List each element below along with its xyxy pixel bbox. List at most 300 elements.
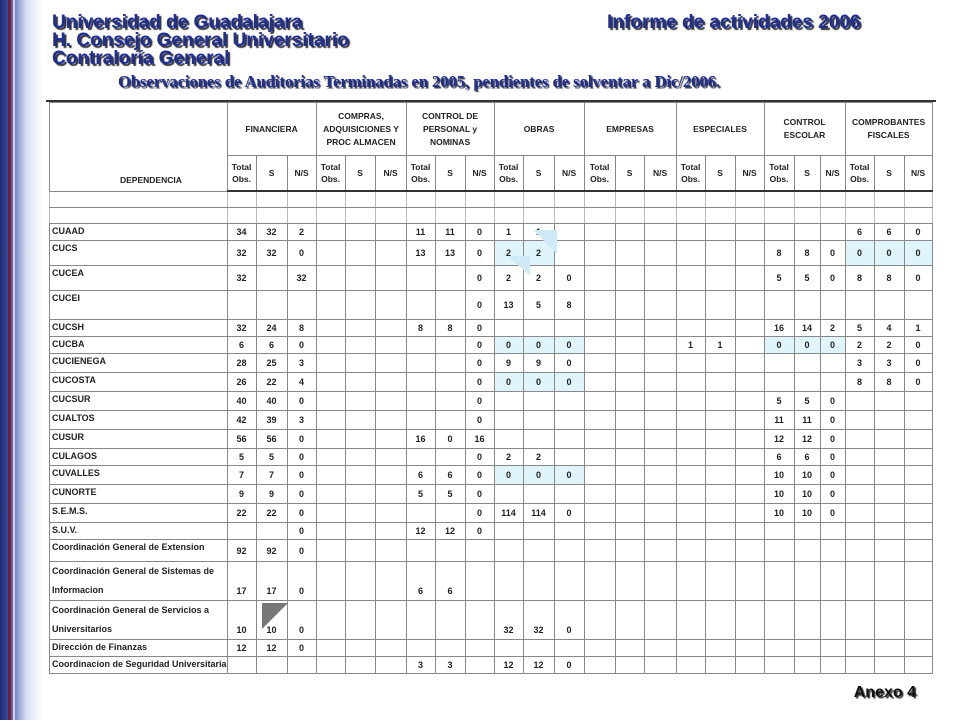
value-cell: [316, 354, 345, 373]
value-cell: [345, 485, 375, 504]
value-cell: [435, 540, 465, 562]
value-cell: [494, 540, 523, 562]
value-cell: [615, 466, 644, 485]
value-cell: [523, 523, 554, 540]
dependencia-cell: CUSUR: [50, 430, 228, 449]
value-cell: [316, 640, 345, 657]
value-cell: [904, 430, 932, 449]
table-row: [50, 266, 933, 291]
value-cell: [523, 430, 554, 449]
spacer-cell: [523, 208, 554, 224]
group-header: FINANCIERA: [227, 103, 316, 156]
spacer-cell: [705, 208, 735, 224]
value-cell: [316, 337, 345, 354]
value-cell: [584, 354, 615, 373]
value-cell: 9: [227, 485, 256, 504]
value-cell: [345, 523, 375, 540]
value-cell: [584, 449, 615, 466]
value-cell: [705, 291, 735, 320]
sub-header: S: [256, 156, 287, 192]
value-cell: 6: [845, 224, 874, 241]
value-cell: 32: [256, 224, 287, 241]
value-cell: [735, 224, 764, 241]
value-cell: [406, 504, 435, 523]
value-cell: 0: [287, 430, 316, 449]
spacer-cell: [845, 191, 874, 208]
value-cell: [316, 241, 345, 266]
university-name: Universidad de Guadalajara: [52, 12, 303, 33]
value-cell: 32: [523, 601, 554, 640]
spacer-cell: [794, 191, 820, 208]
value-cell: [584, 320, 615, 337]
dependencia-cell: CUCEI: [50, 291, 228, 320]
value-cell: [584, 466, 615, 485]
dependencia-cell: [50, 562, 228, 601]
value-cell: [375, 266, 406, 291]
value-cell: 5: [764, 266, 794, 291]
value-cell: [845, 640, 874, 657]
table-row: [50, 504, 933, 523]
value-cell: [904, 523, 932, 540]
value-cell: 28: [227, 354, 256, 373]
value-cell: 0: [465, 392, 494, 411]
page-subtitle: Observaciones de Auditorias Terminadas en 2005, pendientes de solventar a Dic/2006.: [118, 72, 720, 91]
value-cell: [676, 640, 705, 657]
dependencia-cell: Dirección de Finanzas: [50, 640, 228, 657]
spacer-cell: [764, 208, 794, 224]
value-cell: [375, 224, 406, 241]
value-cell: [316, 430, 345, 449]
value-cell: 5: [406, 485, 435, 504]
value-cell: [345, 657, 375, 674]
value-cell: [345, 266, 375, 291]
value-cell: 0: [465, 337, 494, 354]
value-cell: 10: [764, 504, 794, 523]
blue-corner-mark: [533, 230, 557, 254]
value-cell: 6: [406, 466, 435, 485]
value-cell: [874, 392, 904, 411]
value-cell: [676, 657, 705, 674]
value-cell: [494, 523, 523, 540]
value-cell: 11: [435, 224, 465, 241]
value-cell: [615, 540, 644, 562]
value-cell: [705, 430, 735, 449]
value-cell: [345, 449, 375, 466]
value-cell: [406, 640, 435, 657]
value-cell: 114: [494, 504, 523, 523]
value-cell: 1: [904, 320, 932, 337]
value-cell: 10: [256, 601, 287, 640]
dependencia-cell: CUCOSTA: [50, 373, 228, 392]
office-name: Contraloría General: [52, 48, 230, 69]
value-cell: [676, 562, 705, 601]
value-cell: 0: [764, 337, 794, 354]
value-cell: 40: [227, 392, 256, 411]
value-cell: [764, 523, 794, 540]
dependencia-cell: CUCBA: [50, 337, 228, 354]
value-cell: 0: [554, 266, 584, 291]
value-cell: 0: [554, 337, 584, 354]
spacer-cell: [523, 191, 554, 208]
value-cell: 12: [406, 523, 435, 540]
spacer-cell: [874, 208, 904, 224]
value-cell: 0: [465, 466, 494, 485]
value-cell: 12: [523, 657, 554, 674]
value-cell: [615, 411, 644, 430]
value-cell: [705, 373, 735, 392]
spacer-cell: [406, 191, 435, 208]
spacer-cell: [764, 191, 794, 208]
value-cell: 5: [227, 449, 256, 466]
spacer-cell: [345, 208, 375, 224]
spacer-cell: [820, 191, 845, 208]
value-cell: 6: [435, 466, 465, 485]
value-cell: [874, 485, 904, 504]
value-cell: [705, 392, 735, 411]
value-cell: [435, 411, 465, 430]
value-cell: [615, 224, 644, 241]
value-cell: [615, 485, 644, 504]
value-cell: [874, 291, 904, 320]
value-cell: [904, 640, 932, 657]
value-cell: [764, 562, 794, 601]
table-row: [50, 224, 933, 241]
value-cell: 0: [287, 392, 316, 411]
value-cell: 0: [287, 504, 316, 523]
value-cell: [554, 562, 584, 601]
value-cell: 5: [523, 291, 554, 320]
value-cell: [584, 392, 615, 411]
value-cell: [227, 523, 256, 540]
value-cell: 3: [287, 354, 316, 373]
table-row: [50, 411, 933, 430]
value-cell: [794, 523, 820, 540]
value-cell: [705, 540, 735, 562]
value-cell: [764, 373, 794, 392]
value-cell: 0: [554, 466, 584, 485]
value-cell: 0: [465, 266, 494, 291]
value-cell: [435, 392, 465, 411]
value-cell: 8: [794, 241, 820, 266]
value-cell: 0: [845, 241, 874, 266]
value-cell: [644, 337, 676, 354]
value-cell: [584, 562, 615, 601]
value-cell: [845, 392, 874, 411]
value-cell: 0: [820, 430, 845, 449]
value-cell: 0: [554, 373, 584, 392]
value-cell: [845, 449, 874, 466]
sub-header: Total Obs.: [584, 156, 615, 192]
value-cell: [904, 411, 932, 430]
value-cell: 0: [820, 392, 845, 411]
value-cell: [705, 354, 735, 373]
dependencia-cell: CUVALLES: [50, 466, 228, 485]
value-cell: [375, 354, 406, 373]
value-cell: [494, 430, 523, 449]
value-cell: [764, 354, 794, 373]
spacer-cell: [644, 191, 676, 208]
value-cell: [644, 540, 676, 562]
value-cell: 17: [256, 562, 287, 601]
value-cell: 17: [227, 562, 256, 601]
value-cell: 8: [874, 373, 904, 392]
value-cell: [435, 373, 465, 392]
value-cell: [435, 640, 465, 657]
dependencia-cell: S.E.M.S.: [50, 504, 228, 523]
sub-header: N/S: [554, 156, 584, 192]
spacer-cell: [735, 191, 764, 208]
value-cell: [644, 320, 676, 337]
value-cell: [794, 601, 820, 640]
value-cell: [845, 601, 874, 640]
value-cell: [375, 449, 406, 466]
value-cell: 12: [794, 430, 820, 449]
value-cell: [874, 504, 904, 523]
value-cell: 0: [820, 411, 845, 430]
value-cell: 32: [287, 266, 316, 291]
value-cell: [735, 411, 764, 430]
value-cell: [615, 337, 644, 354]
value-cell: 7: [256, 466, 287, 485]
value-cell: [345, 466, 375, 485]
value-cell: [676, 523, 705, 540]
value-cell: [375, 466, 406, 485]
value-cell: 3: [287, 411, 316, 430]
value-cell: [794, 657, 820, 674]
value-cell: [735, 523, 764, 540]
value-cell: [764, 601, 794, 640]
value-cell: [644, 657, 676, 674]
value-cell: 2: [820, 320, 845, 337]
value-cell: [227, 657, 256, 674]
spacer-cell: [584, 208, 615, 224]
report-title: Informe de actividades 2006: [607, 12, 861, 33]
value-cell: [874, 411, 904, 430]
sub-header: N/S: [287, 156, 316, 192]
spacer-cell: [435, 191, 465, 208]
value-cell: 0: [794, 337, 820, 354]
value-cell: [644, 392, 676, 411]
value-cell: 25: [256, 354, 287, 373]
value-cell: [874, 466, 904, 485]
value-cell: [874, 430, 904, 449]
value-cell: [904, 466, 932, 485]
value-cell: [794, 224, 820, 241]
value-cell: 10: [764, 466, 794, 485]
value-cell: [676, 224, 705, 241]
value-cell: [345, 224, 375, 241]
value-cell: [644, 485, 676, 504]
value-cell: [375, 241, 406, 266]
value-cell: [345, 337, 375, 354]
spacer-cell: [820, 208, 845, 224]
sub-header: S: [705, 156, 735, 192]
table-row: [50, 320, 933, 337]
value-cell: [345, 241, 375, 266]
sub-header: Total Obs.: [406, 156, 435, 192]
value-cell: [406, 373, 435, 392]
value-cell: [676, 291, 705, 320]
value-cell: [676, 485, 705, 504]
value-cell: 22: [227, 504, 256, 523]
spacer-cell: [316, 208, 345, 224]
value-cell: 0: [554, 657, 584, 674]
value-cell: [584, 266, 615, 291]
value-cell: 4: [287, 373, 316, 392]
value-cell: [584, 430, 615, 449]
value-cell: 6: [435, 562, 465, 601]
value-cell: 13: [435, 241, 465, 266]
dependencia-cell: Coordinación General de Extension: [50, 540, 228, 562]
value-cell: [735, 504, 764, 523]
dependencia-cell: CUCIENEGA: [50, 354, 228, 373]
value-cell: [735, 266, 764, 291]
value-cell: 0: [465, 373, 494, 392]
value-cell: [615, 640, 644, 657]
value-cell: 0: [465, 320, 494, 337]
value-cell: 2: [845, 337, 874, 354]
value-cell: [227, 291, 256, 320]
value-cell: [584, 504, 615, 523]
value-cell: 0: [465, 241, 494, 266]
spacer-cell: [227, 191, 256, 208]
value-cell: [676, 411, 705, 430]
value-cell: [584, 373, 615, 392]
dependencia-cell: Coordinacion de Seguridad Universitaria: [50, 657, 228, 674]
value-cell: 32: [227, 266, 256, 291]
value-cell: [584, 224, 615, 241]
value-cell: 0: [874, 241, 904, 266]
spacer-row: [50, 208, 933, 224]
value-cell: 0: [435, 430, 465, 449]
value-cell: [644, 411, 676, 430]
value-cell: [316, 320, 345, 337]
value-cell: [345, 291, 375, 320]
value-cell: 24: [256, 320, 287, 337]
value-cell: [644, 562, 676, 601]
spacer-cell: [554, 208, 584, 224]
table-row: [50, 657, 933, 674]
value-cell: 26: [227, 373, 256, 392]
value-cell: [644, 354, 676, 373]
value-cell: 0: [820, 466, 845, 485]
value-cell: 0: [523, 337, 554, 354]
spacer-cell: [465, 191, 494, 208]
value-cell: 9: [523, 354, 554, 373]
value-cell: 40: [256, 392, 287, 411]
value-cell: [615, 523, 644, 540]
value-cell: [465, 562, 494, 601]
value-cell: [615, 291, 644, 320]
value-cell: [705, 411, 735, 430]
value-cell: [845, 562, 874, 601]
value-cell: [316, 392, 345, 411]
value-cell: [705, 449, 735, 466]
value-cell: [375, 392, 406, 411]
spacer-cell: [584, 191, 615, 208]
value-cell: [465, 540, 494, 562]
value-cell: [794, 562, 820, 601]
spacer-cell: [435, 208, 465, 224]
value-cell: [845, 291, 874, 320]
value-cell: 56: [256, 430, 287, 449]
sub-header: Total Obs.: [316, 156, 345, 192]
value-cell: [375, 430, 406, 449]
value-cell: 9: [256, 485, 287, 504]
value-cell: [406, 354, 435, 373]
value-cell: [820, 291, 845, 320]
value-cell: 22: [256, 373, 287, 392]
value-cell: 8: [845, 266, 874, 291]
spacer-cell: [845, 208, 874, 224]
dependencia-cell: CUAAD: [50, 224, 228, 241]
value-cell: 0: [820, 449, 845, 466]
value-cell: 0: [820, 266, 845, 291]
value-cell: 0: [287, 466, 316, 485]
value-cell: [764, 540, 794, 562]
value-cell: [316, 466, 345, 485]
value-cell: [735, 485, 764, 504]
sub-header: N/S: [375, 156, 406, 192]
value-cell: [345, 540, 375, 562]
value-cell: 0: [904, 241, 932, 266]
value-cell: 3: [435, 657, 465, 674]
value-cell: 1: [676, 337, 705, 354]
dependencia-cell: [50, 601, 228, 640]
value-cell: 0: [904, 354, 932, 373]
value-cell: [705, 266, 735, 291]
table-row: [50, 523, 933, 540]
value-cell: [465, 601, 494, 640]
value-cell: 6: [794, 449, 820, 466]
sub-header: S: [615, 156, 644, 192]
value-cell: 10: [794, 466, 820, 485]
value-cell: [584, 411, 615, 430]
value-cell: [375, 291, 406, 320]
spacer-cell: [50, 208, 228, 224]
value-cell: [406, 449, 435, 466]
value-cell: 0: [287, 241, 316, 266]
value-cell: 0: [465, 523, 494, 540]
council-name: H. Consejo General Universitario: [52, 30, 349, 51]
value-cell: 2: [494, 266, 523, 291]
value-cell: [584, 540, 615, 562]
value-cell: [904, 485, 932, 504]
value-cell: 0: [287, 485, 316, 504]
value-cell: 0: [904, 373, 932, 392]
value-cell: 11: [764, 411, 794, 430]
value-cell: 12: [227, 640, 256, 657]
dependencia-name-line2: Universitarios: [52, 624, 113, 634]
value-cell: [874, 449, 904, 466]
value-cell: [820, 657, 845, 674]
value-cell: [676, 504, 705, 523]
spacer-cell: [676, 208, 705, 224]
dependencia-header: DEPENDENCIA: [50, 103, 228, 192]
value-cell: 10: [227, 601, 256, 640]
value-cell: [435, 504, 465, 523]
value-cell: [523, 485, 554, 504]
value-cell: [584, 523, 615, 540]
value-cell: 0: [465, 291, 494, 320]
value-cell: [554, 320, 584, 337]
group-header: COMPROBANTES FISCALES: [845, 103, 932, 156]
value-cell: [904, 657, 932, 674]
sub-header: N/S: [904, 156, 932, 192]
value-cell: 0: [465, 485, 494, 504]
value-cell: 0: [820, 504, 845, 523]
value-cell: 0: [523, 373, 554, 392]
